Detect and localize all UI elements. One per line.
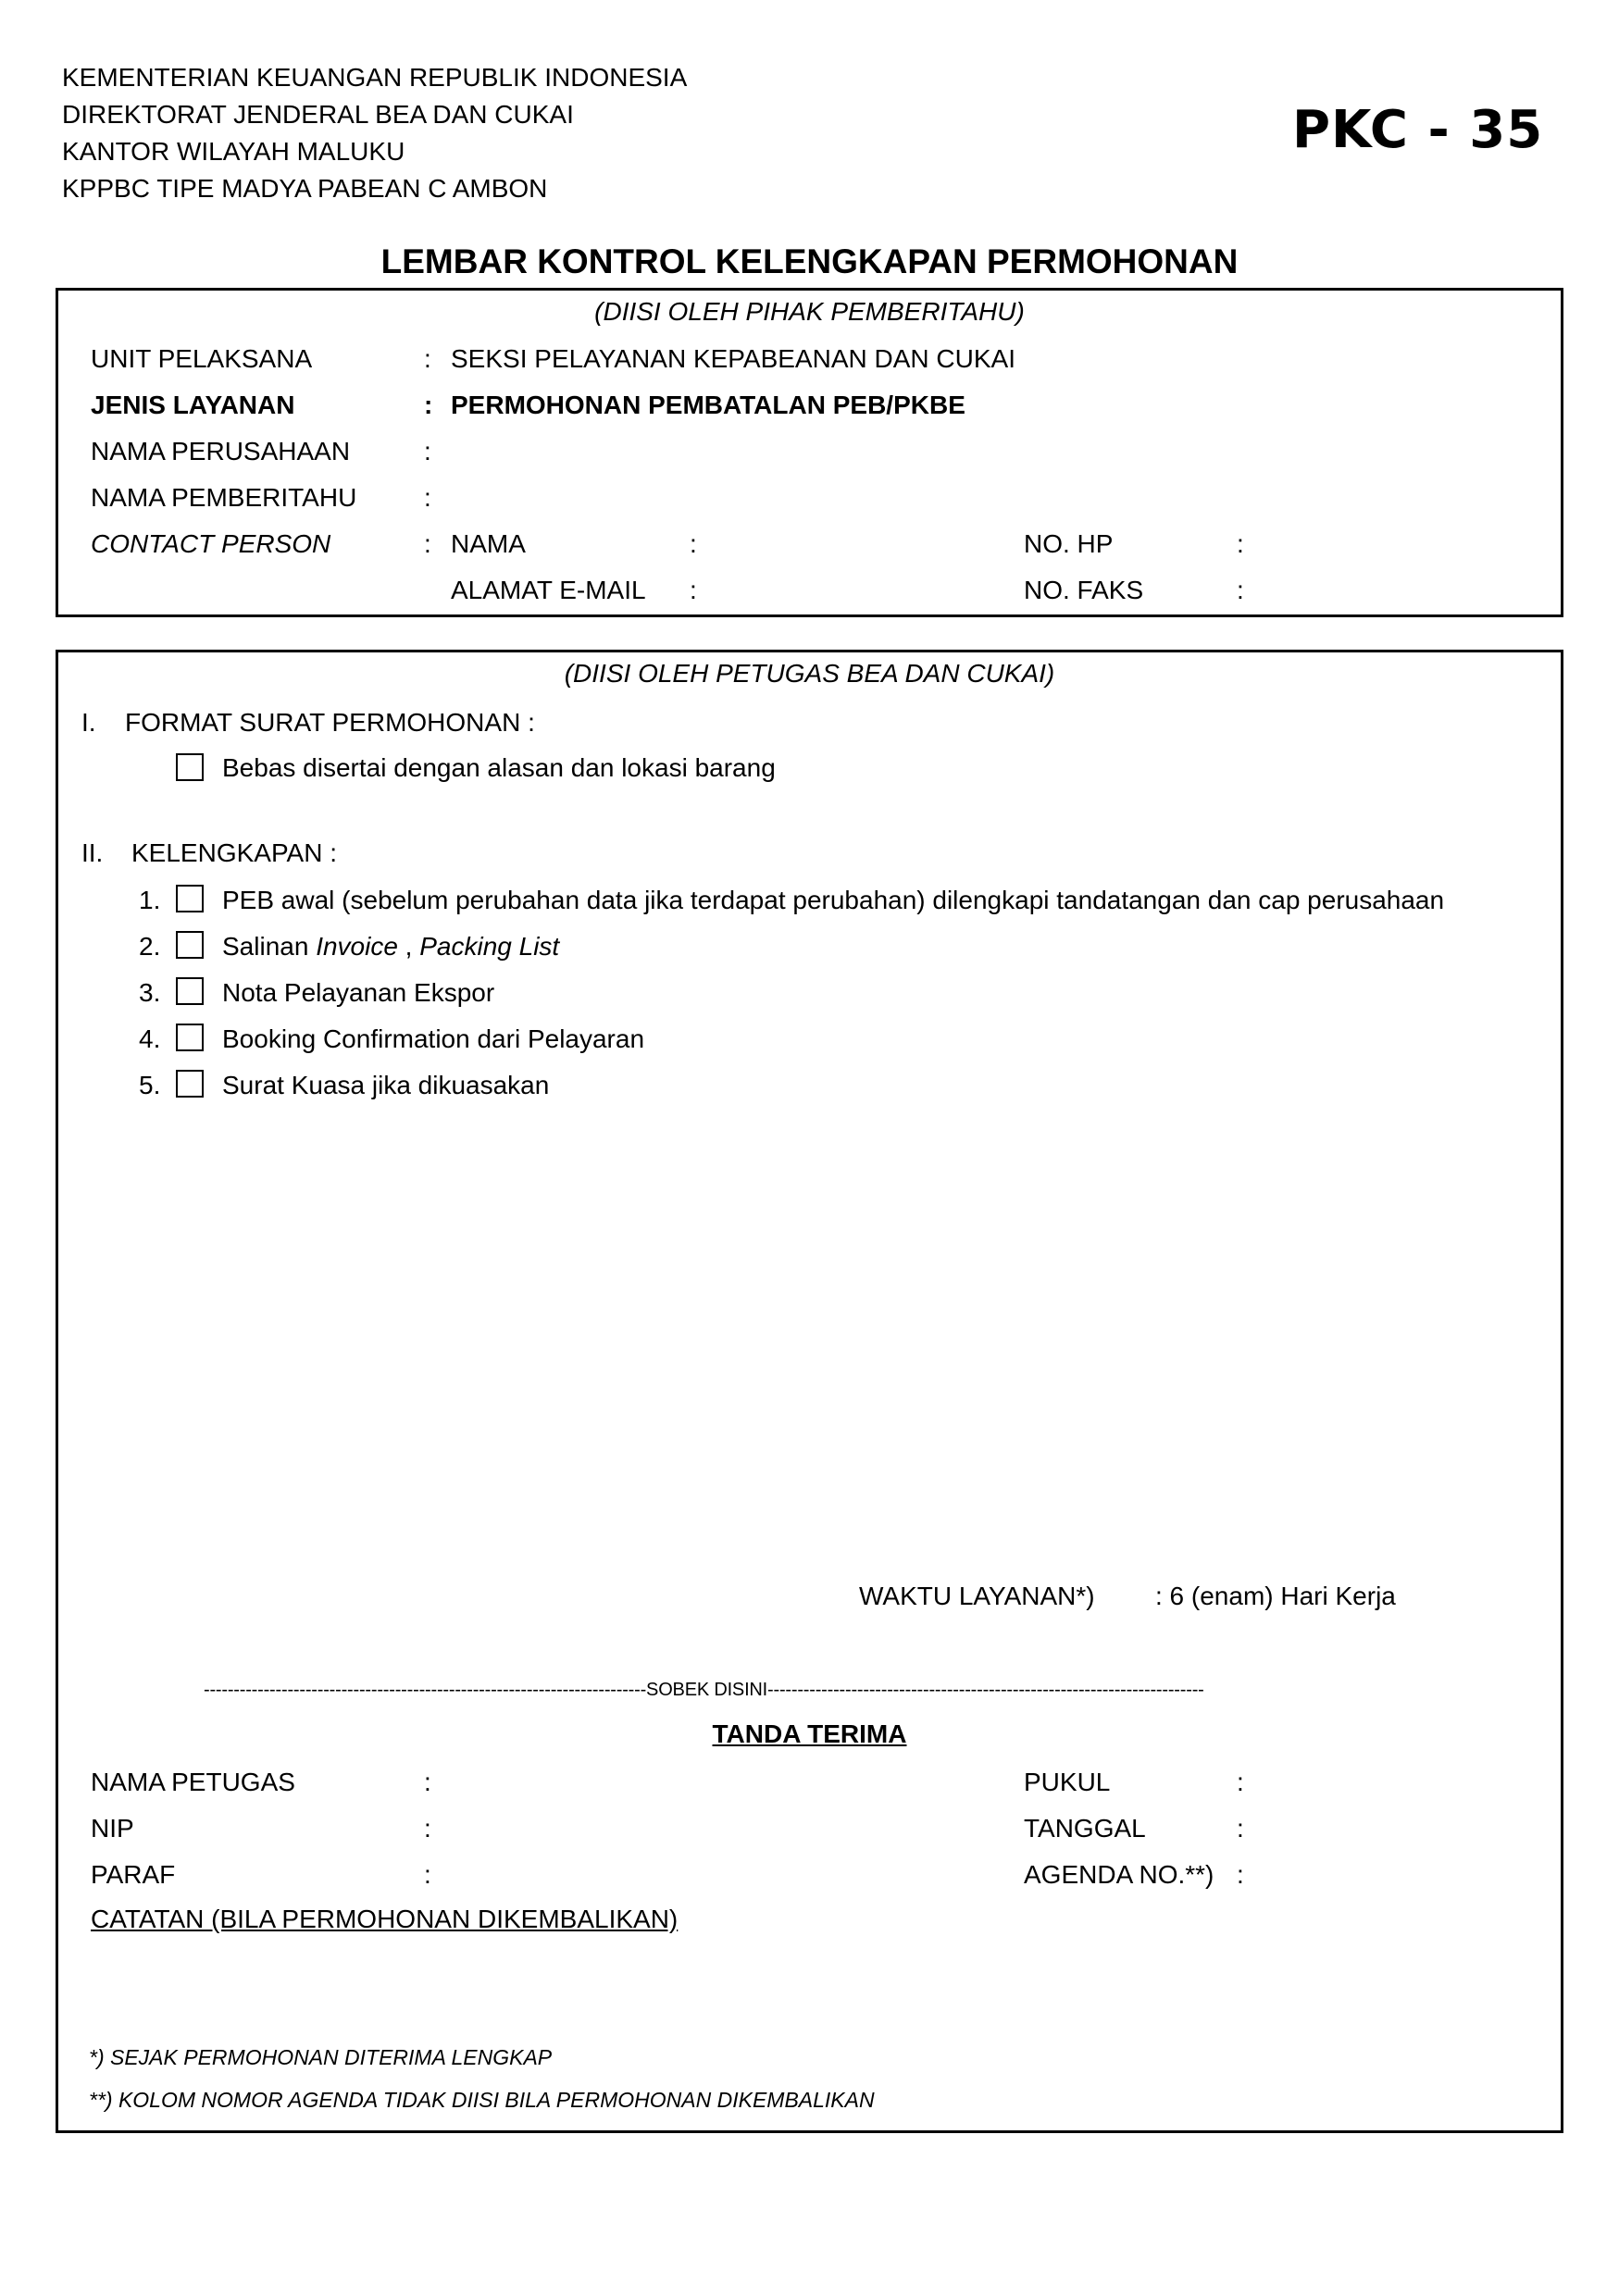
- item-invoice-label: [222, 932, 559, 962]
- contact-name-colon: :: [690, 529, 697, 558]
- company-name-label: NAMA PERUSAHAAN: [91, 437, 351, 465]
- form-code: PKC - 35: [1292, 100, 1544, 160]
- officer-name-colon: :: [424, 1768, 431, 1796]
- item-invoice-text-d: Packing List: [419, 932, 560, 961]
- email-label: ALAMAT E-MAIL: [451, 576, 646, 604]
- format-free-label: Bebas disertai dengan alasan dan lokasi barang: [222, 753, 776, 782]
- item-invoice-text-b: Invoice: [316, 932, 398, 961]
- notifier-name-field[interactable]: [451, 483, 1006, 513]
- item-power-of-attorney-checkbox[interactable]: [176, 1070, 204, 1098]
- time-label: PUKUL: [1024, 1768, 1111, 1796]
- service-type-value: PERMOHONAN PEMBATALAN PEB/PKBE: [451, 391, 965, 419]
- item-invoice-text-a: Salinan: [222, 932, 317, 961]
- format-free-checkbox[interactable]: [176, 753, 204, 781]
- agenda-number-label: AGENDA NO.**): [1024, 1860, 1214, 1889]
- company-name-field[interactable]: [451, 437, 1006, 466]
- kelengkapan-heading: KELENGKAPAN :: [131, 838, 338, 867]
- fax-colon: :: [1237, 576, 1244, 604]
- item-power-of-attorney-label: Surat Kuasa jika dikuasakan: [222, 1071, 550, 1099]
- item-number: 4.: [139, 1024, 161, 1053]
- format-heading: FORMAT SURAT PERMOHONAN :: [125, 708, 535, 737]
- fax-label: NO. FAKS: [1024, 576, 1144, 604]
- item-number: 2.: [139, 932, 161, 961]
- item-number: 3.: [139, 978, 161, 1007]
- notifier-name-colon: :: [424, 483, 431, 512]
- item-peb-label: PEB awal (sebelum perubahan data jika terdapat perubahan) dilengkapi tandatangan dan cap perusahaan: [222, 886, 1445, 914]
- phone-colon: :: [1237, 529, 1244, 558]
- item-peb-checkbox[interactable]: [176, 885, 204, 912]
- applicant-caption: (DIISI OLEH PIHAK PEMBERITAHU): [594, 297, 1025, 326]
- email-colon: :: [690, 576, 697, 604]
- item-booking-checkbox[interactable]: [176, 1024, 204, 1051]
- agenda-number-colon: :: [1237, 1860, 1244, 1889]
- directorate-line: DIREKTORAT JENDERAL BEA DAN CUKAI: [62, 100, 574, 129]
- customs-office-line: KPPBC TIPE MADYA PABEAN C AMBON: [62, 174, 548, 203]
- nip-label: NIP: [91, 1814, 134, 1843]
- service-time-label: WAKTU LAYANAN*): [859, 1582, 1095, 1610]
- company-name-colon: :: [424, 437, 431, 465]
- initials-colon: :: [424, 1860, 431, 1889]
- kelengkapan-number: II.: [81, 838, 104, 867]
- footnote-1: *) SEJAK PERMOHONAN DITERIMA LENGKAP: [89, 2045, 553, 2069]
- item-invoice-checkbox[interactable]: [176, 931, 204, 959]
- unit-label: UNIT PELAKSANA: [91, 344, 313, 373]
- service-type-label: JENIS LAYANAN: [91, 391, 295, 419]
- ministry-line: KEMENTERIAN KEUANGAN REPUBLIK INDONESIA: [62, 63, 688, 92]
- notes-heading: CATATAN (BILA PERMOHONAN DIKEMBALIKAN): [91, 1905, 679, 1933]
- phone-label: NO. HP: [1024, 529, 1114, 558]
- contact-person-label: CONTACT PERSON: [91, 529, 331, 558]
- date-colon: :: [1237, 1814, 1244, 1843]
- nip-colon: :: [424, 1814, 431, 1843]
- notifier-name-label: NAMA PEMBERITAHU: [91, 483, 357, 512]
- service-type-colon: :: [424, 391, 433, 419]
- time-colon: :: [1237, 1768, 1244, 1796]
- item-number: 1.: [139, 886, 161, 914]
- item-nota-label: Nota Pelayanan Ekspor: [222, 978, 495, 1007]
- receipt-title: TANDA TERIMA: [712, 1719, 907, 1748]
- format-number: I.: [81, 708, 96, 737]
- contact-person-colon: :: [424, 529, 431, 558]
- regional-office-line: KANTOR WILAYAH MALUKU: [62, 137, 405, 166]
- item-booking-label: Booking Confirmation dari Pelayaran: [222, 1024, 645, 1053]
- officer-caption: (DIISI OLEH PETUGAS BEA DAN CUKAI): [564, 659, 1055, 688]
- item-nota-checkbox[interactable]: [176, 977, 204, 1005]
- tear-line: --------------------------------------------------------------------------SOBEK DISINI-------------------------------------------------------------------------: [204, 1680, 1204, 1700]
- footnote-2: **) KOLOM NOMOR AGENDA TIDAK DIISI BILA PERMOHONAN DIKEMBALIKAN: [89, 2088, 875, 2112]
- page-title: LEMBAR KONTROL KELENGKAPAN PERMOHONAN: [380, 242, 1239, 280]
- contact-name-label: NAMA: [451, 529, 526, 558]
- service-time-value: : 6 (enam) Hari Kerja: [1155, 1582, 1396, 1610]
- initials-label: PARAF: [91, 1860, 176, 1889]
- item-number: 5.: [139, 1071, 161, 1099]
- unit-value: SEKSI PELAYANAN KEPABEANAN DAN CUKAI: [451, 344, 1015, 373]
- date-label: TANGGAL: [1024, 1814, 1146, 1843]
- unit-colon: :: [424, 344, 431, 373]
- officer-name-label: NAMA PETUGAS: [91, 1768, 295, 1796]
- item-invoice-text-c: ,: [397, 932, 420, 961]
